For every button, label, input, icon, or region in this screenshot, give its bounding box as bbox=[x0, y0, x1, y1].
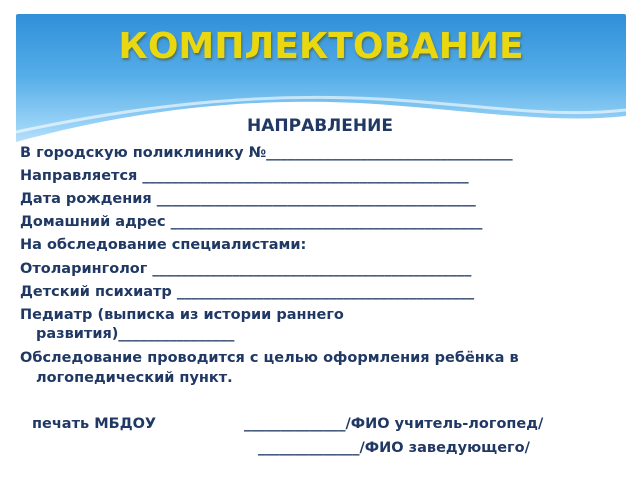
purpose-line-cont: логопедический пункт. bbox=[36, 370, 233, 386]
form-heading: НАПРАВЛЕНИЕ bbox=[247, 116, 393, 136]
pediatrician-line: Педиатр (выписка из истории раннего bbox=[20, 307, 344, 323]
head-signature-line: ______________/ФИО заведующего/ bbox=[258, 440, 530, 456]
pediatrician-line-cont: развития)________________ bbox=[36, 326, 235, 342]
slide-title: КОМПЛЕКТОВАНИЕ bbox=[118, 26, 524, 67]
birth-date-line: Дата рождения ____________________________________________ bbox=[20, 191, 476, 207]
otolaryngologist-line: Отоларинголог ____________________________________________ bbox=[20, 261, 472, 277]
teacher-signature-line: ______________/ФИО учитель-логопед/ bbox=[244, 416, 544, 432]
purpose-line: Обследование проводится с целью оформления ребёнка в bbox=[20, 350, 519, 366]
stamp-label: печать МБДОУ bbox=[32, 416, 157, 432]
clinic-line: В городскую поликлинику №__________________________________ bbox=[20, 145, 513, 161]
home-address-line: Домашний адрес ___________________________________________ bbox=[20, 214, 483, 230]
psychiatrist-line: Детский психиатр _________________________________________ bbox=[20, 284, 475, 300]
specialists-heading: На обследование специалистами: bbox=[20, 237, 307, 253]
referred-line: Направляется _____________________________________________ bbox=[20, 168, 469, 184]
